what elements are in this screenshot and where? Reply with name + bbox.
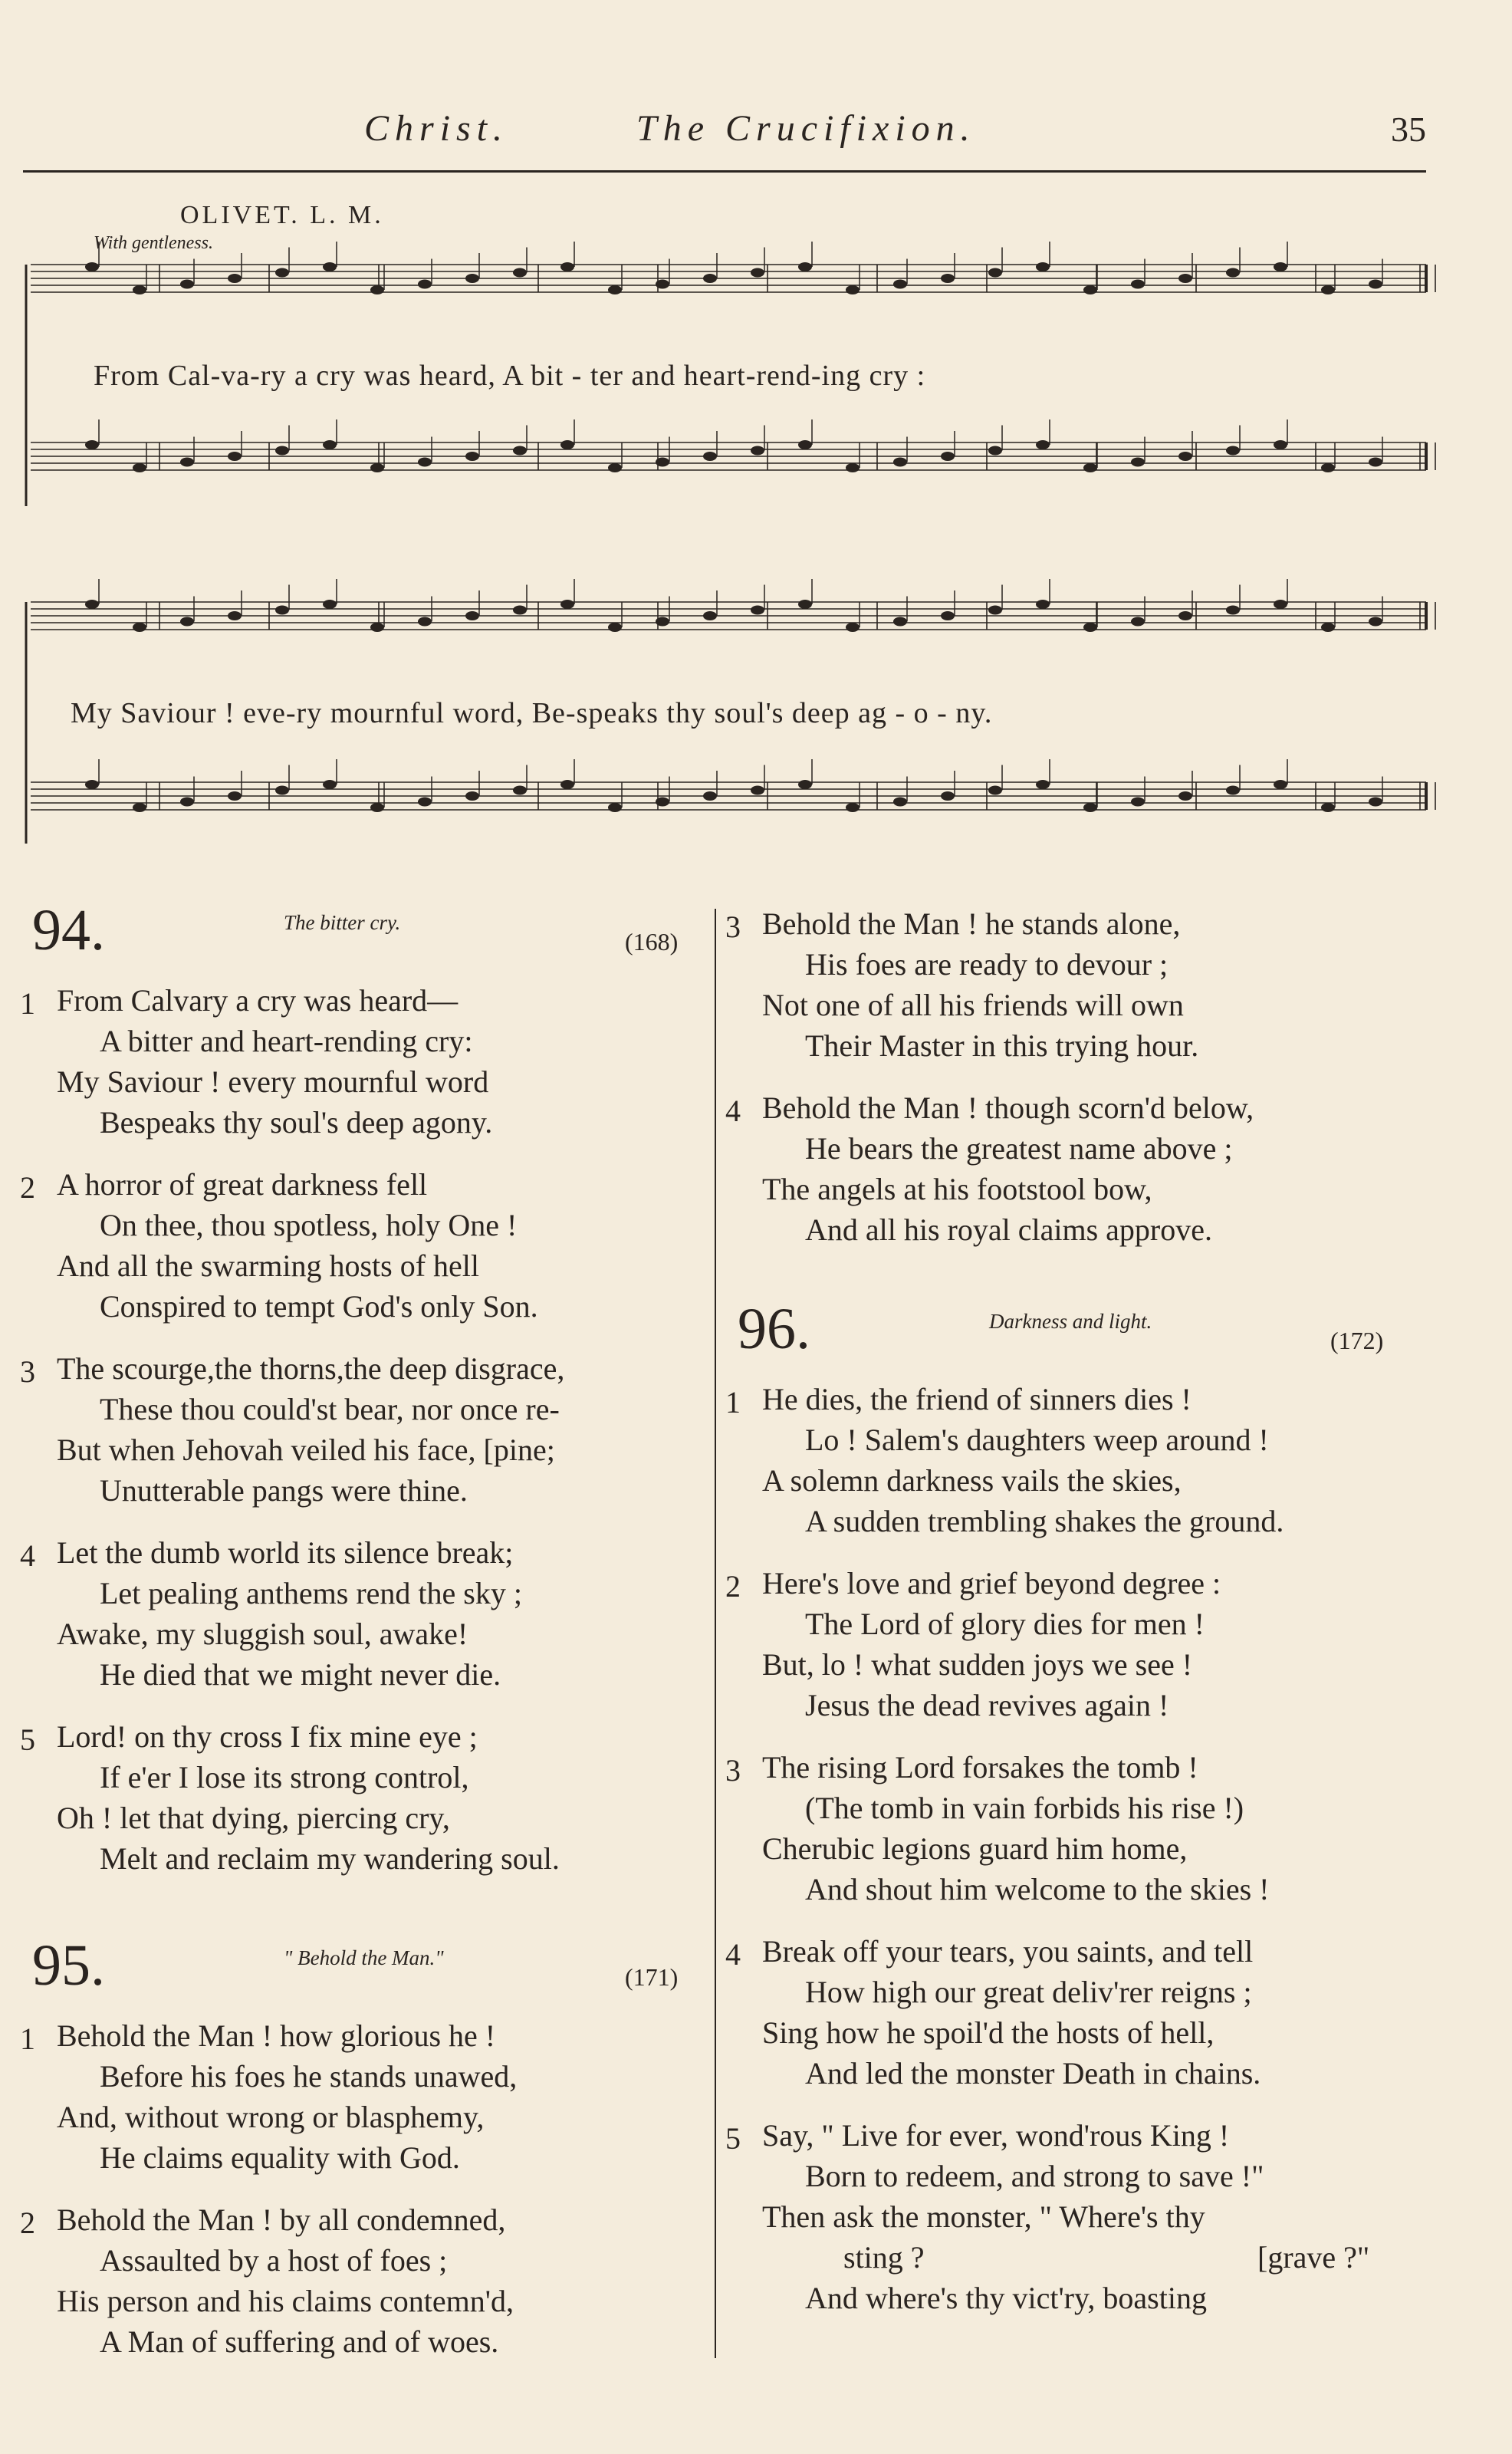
hymn-title: " Behold the Man.": [284, 1946, 444, 1969]
verse-line: Say, " Live for ever, wond'rous King !: [762, 2118, 1230, 2153]
verse-line: Behold the Man ! by all condemned,: [57, 2202, 506, 2237]
verse-line: Conspired to tempt God's only Son.: [100, 1289, 538, 1324]
verse-line: Behold the Man ! though scorn'd below,: [762, 1090, 1254, 1125]
verse-line: Jesus the dead revives again !: [805, 1688, 1169, 1722]
hymn-tune-ref: (172): [1330, 1327, 1384, 1354]
verse-number: 2: [725, 1569, 741, 1604]
verse-line: [grave ?": [1257, 2240, 1370, 2275]
verse-number: 1: [20, 2021, 35, 2056]
verse-line: Let the dumb world its silence break;: [57, 1535, 514, 1570]
verse-number: 4: [725, 1937, 741, 1972]
verse-line: A sudden trembling shakes the ground.: [805, 1504, 1284, 1538]
verse-line: Unutterable pangs were thine.: [100, 1473, 468, 1508]
verse-line: But, lo ! what sudden joys we see !: [762, 1647, 1193, 1682]
verse-line: A solemn darkness vails the skies,: [762, 1463, 1182, 1498]
hymn-tune-ref: (168): [625, 928, 679, 956]
verse-line: On thee, thou spotless, holy One !: [100, 1208, 518, 1242]
lyric-line-1: From Cal-va-ry a cry was heard, A bit - ter and heart-rend-ing cry :: [94, 360, 926, 392]
hymn-title: The bitter cry.: [284, 911, 401, 934]
verse-line: The rising Lord forsakes the tomb !: [762, 1750, 1198, 1785]
verse-line: From Calvary a cry was heard—: [57, 983, 459, 1018]
verse-line: A Man of suffering and of woes.: [100, 2324, 499, 2359]
verse-line: My Saviour ! every mournful word: [57, 1064, 489, 1099]
tempo-direction: With gentleness.: [94, 233, 213, 253]
verse-line: A horror of great darkness fell: [57, 1167, 428, 1202]
verse-line: sting ?: [843, 2240, 925, 2275]
verse-line: His person and his claims contemn'd,: [57, 2284, 514, 2318]
verse-line: Then ask the monster, " Where's thy: [762, 2199, 1205, 2234]
running-head-right: The Crucifixion.: [636, 108, 976, 149]
verse-line: Sing how he spoil'd the hosts of hell,: [762, 2015, 1215, 2050]
verse-number: 3: [20, 1354, 35, 1389]
verse-line: And all the swarming hosts of hell: [57, 1248, 480, 1283]
verse-line: Here's love and grief beyond degree :: [762, 1566, 1221, 1600]
verse-line: He claims equality with God.: [100, 2140, 460, 2175]
column-divider: [715, 909, 716, 2358]
verse-line: Their Master in this trying hour.: [805, 1028, 1199, 1063]
hymn-title: Darkness and light.: [989, 1310, 1152, 1333]
verse-line: (The tomb in vain forbids his rise !): [805, 1791, 1244, 1825]
verse-number: 4: [725, 1094, 741, 1128]
verse-number: 4: [20, 1538, 35, 1573]
verse-line: He bears the greatest name above ;: [805, 1131, 1233, 1166]
verse-line: Not one of all his friends will own: [762, 988, 1184, 1022]
verse-line: Assaulted by a host of foes ;: [100, 2243, 448, 2278]
verse-line: The Lord of glory dies for men !: [805, 1607, 1205, 1641]
verse-number: 5: [725, 2121, 741, 2156]
verse-line: Break off your tears, you saints, and tell: [762, 1934, 1254, 1969]
verse-line: And, without wrong or blasphemy,: [57, 2100, 485, 2134]
hymn-number: 94.: [32, 898, 105, 962]
verse-line: Bespeaks thy soul's deep agony.: [100, 1105, 493, 1140]
running-head-left: Christ.: [364, 108, 509, 149]
verse-line: Born to redeem, and strong to save !": [805, 2159, 1264, 2193]
verse-line: Behold the Man ! how glorious he !: [57, 2018, 496, 2053]
verse-line: And led the monster Death in chains.: [805, 2056, 1261, 2091]
verse-line: And all his royal claims approve.: [805, 1212, 1212, 1247]
verse-line: These thou could'st bear, nor once re-: [100, 1392, 560, 1426]
verse-line: Let pealing anthems rend the sky ;: [100, 1576, 522, 1610]
hymn-number: 95.: [32, 1933, 105, 1998]
verse-line: Lo ! Salem's daughters weep around !: [805, 1423, 1269, 1457]
verse-line: He died that we might never die.: [100, 1657, 501, 1692]
verse-line: Before his foes he stands unawed,: [100, 2059, 518, 2094]
verse-line: A bitter and heart-rending cry:: [100, 1024, 473, 1058]
music-score: [0, 0, 1512, 859]
verse-line: But when Jehovah veiled his face, [pine;: [57, 1433, 555, 1467]
verse-line: And shout him welcome to the skies !: [805, 1872, 1270, 1906]
verse-number: 2: [20, 2206, 35, 2240]
verse-number: 1: [725, 1385, 741, 1419]
verse-line: Awake, my sluggish soul, awake!: [57, 1617, 468, 1651]
verse-number: 1: [20, 986, 35, 1021]
page-number: 35: [1391, 110, 1426, 149]
verse-line: How high our great deliv'rer reigns ;: [805, 1975, 1252, 2009]
verse-number: 2: [20, 1170, 35, 1205]
verse-line: Lord! on thy cross I fix mine eye ;: [57, 1719, 478, 1754]
verse-line: Behold the Man ! he stands alone,: [762, 906, 1181, 941]
hymn-tune-ref: (171): [625, 1963, 679, 1991]
lyric-line-2: My Saviour ! eve-ry mournful word, Be-speaks thy soul's deep ag - o - ny.: [71, 697, 993, 729]
verse-line: Melt and reclaim my wandering soul.: [100, 1841, 560, 1876]
verse-line: He dies, the friend of sinners dies !: [762, 1382, 1192, 1416]
verse-line: And where's thy vict'ry, boasting: [805, 2281, 1207, 2315]
verse-line: Cherubic legions guard him home,: [762, 1831, 1188, 1866]
verse-number: 3: [725, 910, 741, 944]
verse-line: The angels at his footstool bow,: [762, 1172, 1152, 1206]
verse-number: 5: [20, 1722, 35, 1757]
verse-number: 3: [725, 1753, 741, 1788]
hymn-number: 96.: [738, 1297, 810, 1361]
verse-line: Oh ! let that dying, piercing cry,: [57, 1801, 450, 1835]
verse-line: The scourge,the thorns,the deep disgrace,: [57, 1351, 565, 1386]
verse-line: If e'er I lose its strong control,: [100, 1760, 469, 1794]
tune-name: OLIVET. L. M.: [180, 201, 384, 229]
verse-line: His foes are ready to devour ;: [805, 947, 1169, 982]
